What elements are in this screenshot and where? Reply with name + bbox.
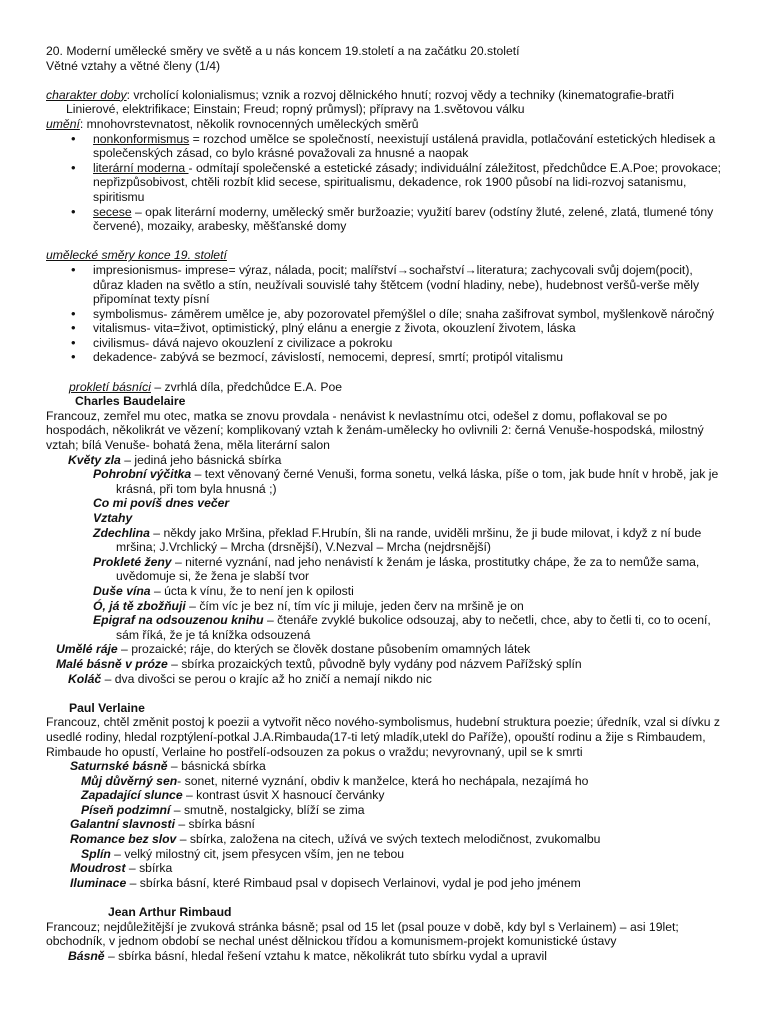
work-description: – niterné vyznání, nad jeho nenávistí k ženám je láska, prostitutky chápe, že za to nemůže sama, uvědomuje si, že žena je slabší tvor — [116, 554, 700, 584]
work-entry — [46, 657, 722, 672]
work-entry — [46, 832, 722, 847]
work-description: – jediná jeho básnická sbírka — [120, 452, 282, 467]
work-description: – prozaické; ráje, do kterých se člověk dostane působením omamných látek — [117, 642, 531, 657]
work-entry — [46, 847, 722, 862]
charakter-doby-label: charakter doby — [46, 87, 127, 102]
list-item: • dekadence- zabývá se bezmocí, závislostí, nemocemi, depresí, smrtí; protipól vitalismu — [46, 350, 722, 365]
charakter-doby-text: : vrcholící kolonialismus; vznik a rozvoj dělnického hnutí; rozvoj vědy a techniky (kinematografie-bratři Linierové, elektrifikace; Einstain; Freud; ropný průmysl); přípravy na 1.světovou válku — [66, 87, 674, 117]
smery-list — [46, 263, 722, 365]
work-description: – čím víc je bez ní, tím víc ji miluje, jeden červ na mršině je on — [185, 598, 524, 613]
charakter-doby-paragraph — [46, 88, 722, 117]
work-entry — [46, 949, 722, 964]
work-title: Prokleté ženy — [93, 554, 172, 569]
work-entry — [46, 817, 722, 832]
work-title: Splín — [81, 846, 111, 861]
work-title: Vztahy — [93, 511, 133, 525]
work-title: Duše vína — [93, 583, 151, 598]
baudelaire-bio: Francouz, zemřel mu otec, matka se znovu provdala - nenávist k nevlastnímu otci, odešel z domu, poflakoval se po hospodách, několikrát ve vězení; komplikovaný vztah k ženám-umělecky ho ovlivnili 2: černá Venuše-hospodská, milostný vztah; bílá Venuše- bohatá žena, měla literární salon — [46, 408, 704, 453]
work-entry — [46, 555, 722, 584]
work-title: Píseň podzimní — [81, 802, 171, 817]
work-title: Zapadající slunce — [81, 788, 183, 803]
work-entry — [46, 453, 722, 468]
work-description: – sbírka prozaických textů, původně byly vydány pod názvem Pařížský splín — [167, 656, 582, 671]
work-description: – někdy jako Mršina, překlad F.Hrubín, šli na rande, uviděli mršinu, že ji bude milovat, i když z ní bude mršina; J.Vrchlický – Mrcha (drsnější), V.Nezval – Mrcha (nejdrsnější) — [116, 525, 702, 555]
doc-title: 20. Moderní umělecké směry ve světě a u nás koncem 19.století a na začátku 20.století — [46, 44, 520, 58]
work-title: Koláč — [68, 671, 102, 686]
work-title: Saturnské básně — [70, 759, 168, 774]
baudelaire-works — [46, 453, 722, 687]
work-description: – smutně, nostalgicky, blíží se zima — [170, 802, 365, 817]
work-title: Květy zla — [68, 452, 121, 467]
list-item: • nonkonformismus = rozchod umělce se společností, neexistují ustálená pravidla, potlačování estetických hledisek a společenských zásad, co bylo krásné považovali za hnusné a naopak — [46, 132, 722, 161]
work-description: - sonet, niterné vyznání, obdiv k manželce, která ho nechápala, nezajímá ho — [177, 773, 589, 788]
umeni-paragraph — [46, 117, 722, 132]
work-entry — [46, 672, 722, 687]
work-description: – básnická sbírka — [167, 759, 266, 774]
work-entry — [46, 584, 722, 599]
smery-heading: umělecké směry konce 19. století — [46, 248, 227, 263]
work-entry — [46, 496, 722, 511]
work-description: – sbírka, založena na citech, užívá ve svých textech melodičnost, zvukomalbu — [176, 832, 601, 847]
list-item: • impresionismus- imprese= výraz, nálada, pocit; malířství→sochařství→literatura; zachycovali svůj dojem(pocit), důraz kladen na světlo a stín, neužívali souvislé tahy štětcem (vodní hladiny, nebe), hudebnost veršů-verše měly připomínat texty písní — [46, 263, 722, 307]
work-description: – dva divošci se perou o krajíc až ho zničí a nemají nikdo nic — [101, 671, 432, 686]
work-description: – čtenáře zvyklé bukolice odsouzaj, aby to nečetli, chce, aby to četli ti, co to ocení, sám říká, že je tá knížka odsouzená — [116, 613, 711, 642]
work-description: – sbírka básní — [174, 817, 255, 832]
work-entry — [46, 803, 722, 818]
list-item: • symbolismus- záměrem umělce je, aby pozorovatel přemýšlel o díle; snaha zašifrovat symbol, myšlenkově náročný — [46, 307, 722, 322]
baudelaire-heading: Charles Baudelaire — [75, 394, 186, 409]
list-item: • secese – opak literární moderny, umělecký směr buržoazie; využití barev (odstíny žluté, zelené, zlatá, tlumené tóny červené), mozaiky, arabesky, měšťanské domy — [46, 205, 722, 234]
work-entry — [46, 526, 722, 555]
work-entry — [46, 774, 722, 789]
work-title: Co mi povíš dnes večer — [93, 496, 230, 511]
verlaine-heading: Paul Verlaine — [69, 700, 145, 715]
work-title: Pohrobní výčitka — [93, 467, 192, 482]
work-title: Zdechlina — [93, 525, 150, 540]
doc-subtitle: Větné vztahy a větné členy (1/4) — [46, 58, 221, 73]
work-entry — [46, 642, 722, 657]
work-title: Malé básně v próze — [56, 656, 168, 671]
work-title: Epigraf na odsouzenou knihu — [93, 613, 264, 628]
list-item: • literární moderna - odmítají společenské a estetické zásady; individuální záležitost, předchůdce E.A.Poe; provokace; nepřizpůsobivost, chtěli rozbít klid secese, spiritualismu, dekadence, rok 1900 působí na lidi-rozvoj satanismu, spiritismu — [46, 161, 722, 205]
rimbaud-heading: Jean Arthur Rimbaud — [108, 905, 232, 920]
work-entry — [46, 861, 722, 876]
work-description: – kontrast úsvit X hasnoucí červánky — [182, 788, 385, 803]
rimbaud-works — [46, 949, 722, 964]
work-title: Básně — [68, 948, 105, 963]
verlaine-works — [46, 759, 722, 890]
work-title: Romance bez slov — [70, 832, 177, 847]
work-title: Galantní slavnosti — [70, 817, 175, 832]
work-entry — [46, 759, 722, 774]
work-description: – sbírka — [125, 861, 173, 876]
work-title: Iluminace — [70, 875, 127, 890]
work-title: Moudrost — [70, 861, 126, 876]
verlaine-bio: Francouz, chtěl změnit postoj k poezii a vytvořit něco nového-symbolismus, hudební struktura poezie; úředník, vzal si dívku z usedlé rodiny, hledal rozptýlení-potkal J.A.Rimbauda(17-ti letý mladík,utekl do Paříže), opouští rodinu a žije s Rimbaudem, Rimbaude ho opustí, Verlaine ho postřelí-odsouzen za pokus o vraždu; nevyrovnaný, upil se k smrti — [46, 715, 721, 759]
work-description: – velký milostný cit, jsem přesycen vším, jen ne tebou — [110, 846, 405, 861]
work-description: – úcta k vínu, že to není jen k opilosti — [150, 583, 354, 598]
list-item: • civilismus- dává najevo okouzlení z civilizace a pokroku — [46, 336, 722, 351]
prokleti-basnici-line: prokletí básníci – zvrhlá díla, předchůdce E.A. Poe — [69, 379, 343, 394]
umeni-label: umění — [46, 116, 80, 131]
document-page — [46, 44, 722, 963]
work-title: Ó, já tě zbožňuji — [93, 598, 186, 613]
work-title: Můj důvěrný sen — [81, 773, 178, 788]
work-entry — [46, 511, 722, 526]
rimbaud-bio: Francouz; nejdůležitější je zvuková stránka básně; psal od 15 let (psal pouze v době, kdy byl s Verlainem) – asi 19let; obchodník, v jednom období se nechal unést dělnickou třídou a komunismem-projekt komunistické ústavy — [46, 919, 679, 949]
umeni-list — [46, 132, 722, 234]
work-entry — [46, 599, 722, 614]
work-description: – text věnovaný černé Venuši, forma sonetu, velká láska, píše o tom, jak bude hnít v hrobě, jak je krásná, při tom byla hnusná ;) — [116, 467, 719, 496]
work-entry — [46, 788, 722, 803]
work-entry — [46, 613, 722, 642]
work-title: Umělé ráje — [56, 642, 118, 657]
work-description: – sbírka básní, které Rimbaud psal v dopisech Verlainovi, vydal je pod jeho jménem — [126, 875, 581, 890]
list-item: • vitalismus- vita=život, optimistický, plný elánu a energie z života, okouzlení životem, láska — [46, 321, 722, 336]
work-description: – sbírka básní, hledal řešení vztahu k matce, několikrát tuto sbírku vydal a upravil — [104, 948, 547, 963]
work-entry — [46, 467, 722, 496]
work-entry — [46, 876, 722, 891]
umeni-text: : mnohovrstevnatost, několik rovnocenných uměleckých směrů — [79, 116, 419, 131]
